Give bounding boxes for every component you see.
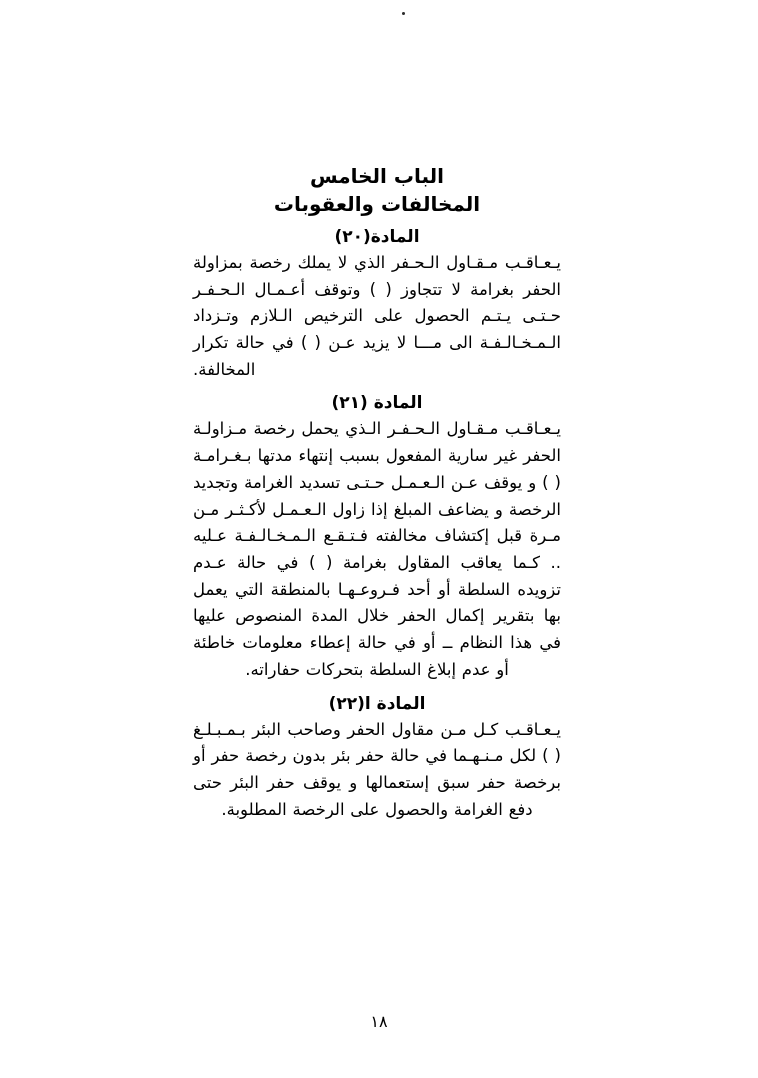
chapter-title-line-2: المخالفات والعقوبات	[273, 192, 481, 217]
article-body-21: يـعـاقـب مـقـاول الـحـفـر الـذي يحمل رخصة مـزاولـة الحفر غير سارية المفعول بسبب إنتهاء مدتها بـغـرامـة ( ) و يوقف عـن الـعـمـل حـتـى تسديد الغرامة وتجديد الرخصة و يضاعف المبلغ إذا زاول الـعـمـل لأكـثـر مـن مـرة قبل إكتشاف مخالفته فـتـقـع الـمـخـالـفـة عـليه .. كـما يعاقب المقاول بغرامة ( ) في حالة عـدم تزويده السلطة أو أحد فـروعـهـا بالمنطقة التي يعمل بها بتقرير إكمال الحفر خلال المدة المنصوص عليها في هذا النظام ــ أو في حالة إعطاء معلومات خاطئة أو عدم إبلاغ السلطة بتحركات حفاراته.	[193, 419, 561, 679]
page-number: ١٨	[370, 1012, 388, 1031]
article-heading-20: المادة(٢٠)	[334, 226, 420, 247]
article-heading-21: المادة (٢١)	[331, 393, 423, 414]
article-body-22: يـعـاقـب كـل مـن مقاول الحفر وصاحب البئر بـمـبـلـغ ( ) لكل مـنـهـما في حالة حفر بئر بدون رخصة حفر أو برخصة حفر سبق إستعمالها و يوقف حفر البئر حتى دفع الغرامة والحصول على الرخصة المطلوبة.	[193, 719, 561, 819]
page-content	[193, 162, 561, 823]
article-heading-22: المادة ا(٢٢)	[328, 693, 426, 714]
chapter-title	[193, 162, 561, 219]
top-page-mark	[402, 12, 405, 15]
chapter-title-line-1: الباب الخامس	[309, 164, 445, 188]
article-body-20: يـعـاقـب مـقـاول الـحـفر الذي لا يملك رخصة بمزاولة الحفر بغرامة لا تتجاوز ( ) وتوقف أعـمـال الـحـفـر حـتـى يـتـم الحصول على الترخيص الـلازم وتـزداد الـمـخـالـفـة الى مـــا لا يزيد عـن ( ) في حالة تكرار المخالفة.	[193, 252, 561, 379]
